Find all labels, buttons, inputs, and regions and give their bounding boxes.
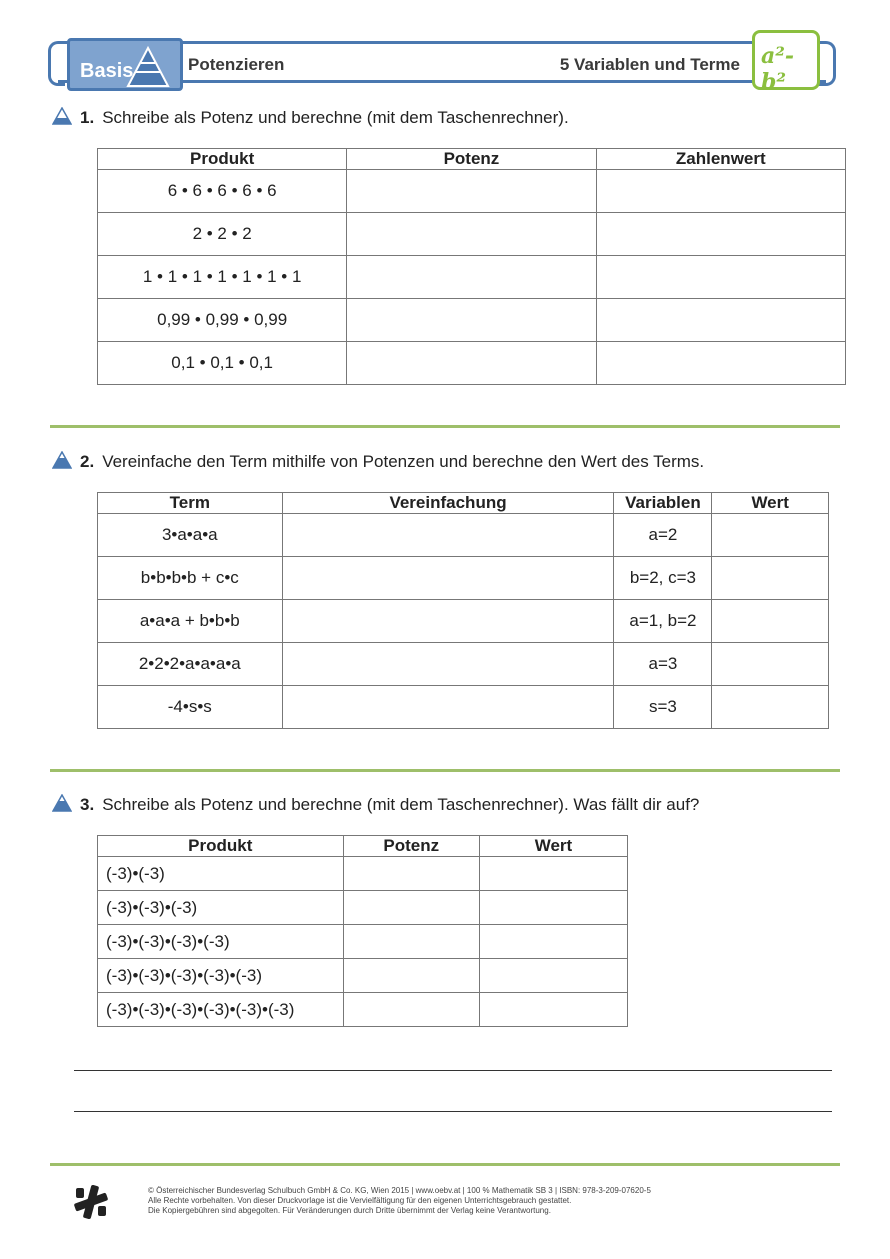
answer-cell[interactable]	[479, 959, 627, 993]
task-3-text: Schreibe als Potenz und berechne (mit dem Taschenrechner). Was fällt dir auf?	[102, 795, 700, 814]
column-header: Wert	[712, 493, 829, 514]
table-header-row	[98, 149, 846, 170]
term-cell: -4•s•s	[98, 686, 283, 729]
table-row	[98, 299, 846, 342]
variables-cell: s=3	[614, 686, 712, 729]
term-cell: a•a•a + b•b•b	[98, 600, 283, 643]
term-cell: b•b•b•b + c•c	[98, 557, 283, 600]
answer-cell[interactable]	[479, 857, 627, 891]
answer-cell[interactable]	[347, 342, 596, 385]
header-bracket-right	[819, 41, 836, 86]
answer-cell[interactable]	[712, 557, 829, 600]
column-header: Wert	[479, 836, 627, 857]
answer-cell[interactable]	[596, 342, 845, 385]
table-row	[98, 213, 846, 256]
table-row	[98, 993, 628, 1027]
product-cell: (-3)•(-3)•(-3)•(-3)•(-3)	[98, 959, 344, 993]
answer-line[interactable]	[74, 1070, 832, 1071]
term-cell: 3•a•a•a	[98, 514, 283, 557]
table-row	[98, 557, 829, 600]
task-3-table	[97, 835, 628, 1027]
answer-cell[interactable]	[479, 993, 627, 1027]
table-row	[98, 256, 846, 299]
product-cell: 0,1 • 0,1 • 0,1	[98, 342, 347, 385]
page-title: Potenzieren	[188, 55, 285, 74]
answer-line[interactable]	[74, 1111, 832, 1112]
table-row	[98, 959, 628, 993]
variables-cell: a=2	[614, 514, 712, 557]
answer-cell[interactable]	[343, 925, 479, 959]
answer-cell[interactable]	[712, 600, 829, 643]
task-1-heading	[80, 108, 569, 128]
answer-cell[interactable]	[282, 686, 614, 729]
footer-line: © Österreichischer Bundesverlag Schulbuch GmbH & Co. KG, Wien 2015 | www.oebv.at | 100 % Mathematik SB 3 | ISBN: 978-3-209-07620-5	[148, 1186, 651, 1195]
answer-cell[interactable]	[479, 925, 627, 959]
footer-divider	[50, 1163, 840, 1166]
answer-cell[interactable]	[712, 643, 829, 686]
column-header: Potenz	[343, 836, 479, 857]
task-2-table	[97, 492, 829, 729]
answer-cell[interactable]	[343, 857, 479, 891]
footer-copyright	[148, 1186, 651, 1216]
answer-cell[interactable]	[282, 514, 614, 557]
pyramid-icon	[126, 46, 170, 88]
answer-cell[interactable]	[343, 993, 479, 1027]
product-cell: (-3)•(-3)•(-3)•(-3)	[98, 925, 344, 959]
table-row	[98, 170, 846, 213]
product-cell: (-3)•(-3)•(-3)•(-3)•(-3)•(-3)	[98, 993, 344, 1027]
answer-cell[interactable]	[712, 514, 829, 557]
task-1-text: Schreibe als Potenz und berechne (mit dem Taschenrechner).	[102, 108, 569, 127]
formula-badge	[752, 30, 820, 95]
chapter-title: 5 Variablen und Terme	[559, 55, 740, 74]
column-header: Potenz	[347, 149, 596, 170]
answer-cell[interactable]	[347, 170, 596, 213]
column-header: Vereinfachung	[282, 493, 614, 514]
pyramid-level-icon	[52, 451, 72, 469]
basis-badge	[67, 38, 183, 91]
publisher-logo-icon	[72, 1184, 110, 1220]
answer-cell[interactable]	[596, 170, 845, 213]
table-row	[98, 891, 628, 925]
answer-cell[interactable]	[712, 686, 829, 729]
footer-line: Alle Rechte vorbehalten. Von dieser Druckvorlage ist die Vervielfältigung für den eigenen Unterrichtsgebrauch gestattet.	[148, 1196, 572, 1205]
table-row	[98, 600, 829, 643]
answer-cell[interactable]	[596, 256, 845, 299]
table-row	[98, 342, 846, 385]
variables-cell: a=1, b=2	[614, 600, 712, 643]
product-cell: 6 • 6 • 6 • 6 • 6	[98, 170, 347, 213]
task-2-number: 2.	[80, 452, 95, 471]
column-header: Term	[98, 493, 283, 514]
answer-cell[interactable]	[479, 891, 627, 925]
answer-cell[interactable]	[347, 213, 596, 256]
formula-text: a²-b²	[761, 43, 795, 95]
answer-cell[interactable]	[596, 299, 845, 342]
task-1-table	[97, 148, 846, 385]
table-row	[98, 643, 829, 686]
product-cell: (-3)•(-3)	[98, 857, 344, 891]
column-header: Produkt	[98, 836, 344, 857]
table-header-row	[98, 836, 628, 857]
task-2-heading	[80, 452, 704, 472]
task-3-heading	[80, 795, 699, 815]
table-row	[98, 925, 628, 959]
task-3-number: 3.	[80, 795, 95, 814]
answer-cell[interactable]	[282, 557, 614, 600]
basis-label: Basis	[80, 60, 134, 82]
section-divider	[50, 425, 840, 428]
pyramid-level-icon	[52, 794, 72, 812]
answer-cell[interactable]	[343, 959, 479, 993]
table-row	[98, 514, 829, 557]
table-row	[98, 857, 628, 891]
table-row	[98, 686, 829, 729]
task-1-number: 1.	[80, 108, 95, 127]
variables-cell: a=3	[614, 643, 712, 686]
footer-line: Die Kopiergebühren sind abgegolten. Für Veränderungen durch Dritte übernimmt der Verlag keine Verantwortung.	[148, 1206, 551, 1215]
term-cell: 2•2•2•a•a•a•a	[98, 643, 283, 686]
product-cell: 0,99 • 0,99 • 0,99	[98, 299, 347, 342]
product-cell: (-3)•(-3)•(-3)	[98, 891, 344, 925]
answer-cell[interactable]	[347, 256, 596, 299]
task-2-text: Vereinfache den Term mithilfe von Potenzen und berechne den Wert des Terms.	[102, 452, 705, 471]
answer-cell[interactable]	[347, 299, 596, 342]
answer-cell[interactable]	[282, 600, 614, 643]
product-cell: 2 • 2 • 2	[98, 213, 347, 256]
answer-cell[interactable]	[343, 891, 479, 925]
answer-cell[interactable]	[282, 643, 614, 686]
pyramid-level-icon	[52, 107, 72, 125]
variables-cell: b=2, c=3	[614, 557, 712, 600]
answer-cell[interactable]	[596, 213, 845, 256]
column-header: Variablen	[614, 493, 712, 514]
table-header-row	[98, 493, 829, 514]
column-header: Produkt	[98, 149, 347, 170]
product-cell: 1 • 1 • 1 • 1 • 1 • 1 • 1	[98, 256, 347, 299]
column-header: Zahlenwert	[596, 149, 845, 170]
section-divider	[50, 769, 840, 772]
